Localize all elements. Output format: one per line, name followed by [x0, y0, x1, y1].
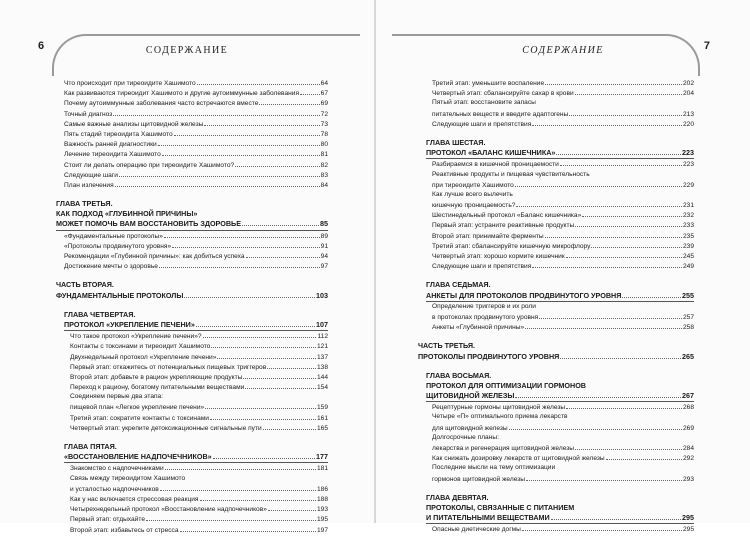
toc-entry-title: Рецептурные гормоны щитовидной железы: [432, 404, 566, 412]
toc-page-number: 67: [320, 90, 328, 98]
toc-entry-title: Четвертый этап: хорошо кормите кишечник: [432, 253, 565, 260]
toc-entry: [432, 220, 694, 230]
toc-page-number: 295: [682, 526, 694, 534]
toc-entry-title: ФУНДАМЕНТАЛЬНЫЕ ПРОТОКОЛЫ: [56, 290, 184, 300]
toc-entry-title: Четвертый этап: сбалансируйте сахар в крови: [432, 90, 574, 98]
page-number: 7: [703, 40, 710, 52]
toc-heading: ЧАСТЬ ТРЕТЬЯ.: [418, 341, 476, 351]
dot-leader: [174, 129, 320, 136]
toc-heading: ГЛАВА ЧЕТВЕРТАЯ.: [64, 309, 136, 319]
toc-entry-title: Пять стадий тиреоидита Хашимото: [64, 130, 173, 138]
toc-entry: [70, 413, 328, 423]
toc-entry: [64, 241, 328, 251]
toc-page-number: 223: [682, 161, 694, 169]
toc-page-number: 73: [320, 120, 328, 128]
dot-leader: [146, 514, 316, 521]
table-of-contents: [0, 78, 374, 535]
toc-entry: [432, 180, 694, 190]
toc-spacer: [376, 271, 750, 280]
toc-entry-title: Как у нас включается стрессовая реакция: [70, 495, 199, 503]
toc-entry: [432, 88, 694, 98]
toc-page-number: 245: [682, 253, 694, 260]
toc-page-number: 284: [682, 445, 694, 452]
toc-page-number: 85: [320, 219, 328, 229]
dot-leader: [196, 320, 315, 327]
toc-entry: [432, 463, 694, 473]
toc-heading: КАК ПОДХОД «ГЛУБИННОЙ ПРИЧИНЫ»: [56, 209, 198, 219]
toc-page-number: 161: [316, 414, 328, 422]
toc-entry: [70, 494, 328, 504]
toc-heading: ГЛАВА ПЯТАЯ.: [64, 442, 117, 451]
toc-entry-title: Следующие шаги и препятствия: [432, 263, 532, 271]
dot-leader: [515, 180, 682, 187]
dot-leader: [160, 484, 316, 491]
dot-leader: [532, 261, 682, 268]
toc-page-number: 144: [316, 373, 328, 381]
toc-entry: [432, 190, 694, 200]
dot-leader: [158, 139, 320, 146]
toc-chapter-entry: [64, 320, 328, 331]
dot-leader: [263, 423, 316, 430]
toc-entry: [432, 210, 694, 220]
dot-leader: [569, 109, 682, 116]
toc-entry: [432, 231, 694, 241]
toc-page-number: 78: [320, 130, 328, 138]
toc-entry-title: План излечения: [64, 181, 114, 189]
dot-leader: [164, 231, 320, 238]
toc-entry-title: Знакомство с надпочечниками: [70, 465, 164, 473]
toc-page-number: 137: [316, 353, 328, 361]
toc-entry-title: МОЖЕТ ПОМОЧЬ ВАМ ВОССТАНОВИТЬ ЗДОРОВЬЕ: [56, 219, 241, 229]
toc-entry-title: Что происходит при тиреоидите Хашимото: [64, 80, 196, 87]
toc-page-number: 239: [682, 242, 694, 250]
toc-entry: [64, 88, 328, 98]
toc-spacer: [376, 484, 750, 493]
dot-leader: [606, 453, 682, 460]
dot-leader: [119, 170, 320, 177]
toc-chapter-entry: [426, 391, 694, 402]
toc-entry: [432, 170, 694, 180]
toc-chapter-entry: [56, 219, 328, 230]
toc-entry: [64, 129, 328, 139]
toc-entry: [70, 423, 328, 433]
toc-spacer: [0, 271, 374, 280]
toc-entry: [70, 392, 328, 402]
toc-entry-title: Как лучше всего вылечить: [432, 190, 513, 198]
toc-page-number: 91: [320, 242, 328, 250]
toc-chapter-entry: [64, 452, 328, 463]
toc-entry: [432, 251, 694, 261]
toc-page-number: 83: [320, 171, 328, 179]
toc-entry: [64, 261, 328, 271]
dot-leader: [560, 352, 681, 359]
toc-entry: [432, 98, 694, 108]
toc-chapter-entry: [56, 291, 328, 301]
dot-leader: [539, 312, 682, 319]
dot-leader: [259, 98, 319, 105]
toc-entry-title: ПРОТОКОЛЫ ПРОДВИНУТОГО УРОВНЯ: [418, 351, 560, 361]
dot-leader: [210, 413, 316, 420]
toc-entry-title: гормонов щитовидной железы: [432, 475, 526, 483]
toc-heading: ГЛАВА ВОСЬМАЯ.: [426, 370, 492, 380]
toc-page-number: 159: [316, 404, 328, 412]
toc-page-number: 103: [316, 290, 328, 300]
running-header: СОДЕРЖАНИЕ: [522, 45, 604, 56]
toc-page-number: 188: [316, 495, 328, 503]
dot-leader: [213, 452, 315, 459]
toc-entry: [432, 302, 694, 312]
toc-page-number: 268: [682, 404, 694, 412]
toc-spacer: [376, 332, 750, 341]
toc-entry-title: пищевой план «Легкое укрепление печени»: [70, 404, 205, 412]
toc-heading: ПРОТОКОЛ ДЛЯ ОПТИМИЗАЦИИ ГОРМОНОВ: [426, 380, 586, 390]
toc-entry-title: АНКЕТЫ ДЛЯ ПРОТОКОЛОВ ПРОДВИНУТОГО УРОВНЯ: [426, 290, 622, 300]
toc-entry-title: Стоит ли делать операцию при тиреоидите Хашимото?: [64, 161, 235, 169]
toc-entry-title: Двухнедельный протокол «Укрепление печени»: [70, 353, 217, 361]
toc-entry-title: Последние мысли на тему оптимизации: [432, 464, 556, 472]
toc-page-number: 223: [682, 148, 694, 158]
dot-leader: [267, 362, 316, 369]
toc-entry: [432, 443, 694, 453]
toc-entry-title: Как развиваются тиреоидит Хашимото и другие аутоиммунные заболевания: [64, 90, 300, 98]
toc-entry: [70, 504, 328, 514]
toc-spacer: [376, 362, 750, 371]
toc-page-number: 269: [682, 424, 694, 432]
toc-entry-title: Рекомендации «Глубинной причины»: как добиться успеха: [64, 253, 245, 260]
toc-entry-title: Лечение тиреоидита Хашимото: [64, 151, 161, 159]
toc-page-number: 220: [682, 120, 694, 128]
page-number: 6: [38, 40, 45, 52]
dot-leader: [525, 322, 682, 329]
left-page: [0, 0, 374, 534]
toc-entry-title: Второй этап: принимайте ферменты: [432, 232, 544, 240]
toc-entry-title: «Протоколы продвинутого уровня»: [64, 242, 172, 250]
dot-leader: [245, 382, 316, 389]
dot-leader: [197, 78, 320, 85]
toc-page-number: 112: [317, 333, 328, 341]
toc-chapter-entry: [426, 513, 694, 524]
toc-entry: [432, 423, 694, 433]
toc-heading: ЧАСТЬ ВТОРАЯ.: [56, 280, 114, 290]
toc-entry: [70, 514, 328, 524]
toc-entry-title: Опасные диетические догмы: [432, 526, 521, 534]
dot-leader: [551, 513, 681, 520]
toc-entry-title: И ПИТАТЕЛЬНЫМИ ВЕЩЕСТВАМИ: [426, 513, 550, 523]
toc-spacer: [0, 433, 374, 442]
toc-entry: [70, 463, 328, 473]
toc-entry-title: Контакты с токсинами и тиреоидит Хашимото: [70, 343, 211, 351]
dot-leader: [622, 291, 681, 298]
toc-entry: [64, 180, 328, 190]
dot-leader: [545, 78, 682, 85]
toc-entry: [64, 78, 328, 88]
toc-entry: [432, 78, 694, 88]
toc-entry: [432, 412, 694, 422]
toc-entry: [432, 402, 694, 412]
dot-leader: [515, 391, 681, 398]
toc-entry: [432, 312, 694, 322]
toc-entry: [432, 261, 694, 271]
toc-page-number: 72: [320, 110, 328, 118]
dot-leader: [560, 159, 682, 166]
toc-entry-title: Второй этап: избавьтесь от стресса: [70, 526, 179, 534]
toc-page-number: 81: [320, 151, 328, 159]
dot-leader: [203, 331, 317, 338]
dot-leader: [522, 524, 682, 531]
toc-entry: [70, 474, 328, 484]
toc-entry-title: Разбираемся в кишечной проницаемости: [432, 161, 559, 169]
toc-entry: [70, 525, 328, 535]
toc-entry: [70, 372, 328, 382]
toc-heading: ГЛАВА СЕДЬМАЯ.: [426, 280, 491, 290]
toc-page-number: 69: [320, 100, 328, 108]
toc-page-number: 197: [316, 526, 328, 534]
dot-leader: [268, 504, 316, 511]
dot-leader: [582, 210, 682, 217]
toc-entry-title: Пятый этап: восстановите запасы: [432, 99, 536, 107]
toc-entry: [432, 159, 694, 169]
dot-leader: [211, 341, 316, 348]
dot-leader: [204, 119, 319, 126]
dot-leader: [113, 109, 319, 116]
dot-leader: [165, 463, 316, 470]
dot-leader: [159, 261, 320, 268]
toc-entry-title: Третий этап: сбалансируйте кишечную микрофлору: [432, 242, 591, 250]
toc-entry-title: Следующие шаги: [64, 171, 118, 179]
toc-entry-title: Шестинедельный протокол «Баланс кишечника»: [432, 212, 582, 220]
running-header: СОДЕРЖАНИЕ: [145, 45, 229, 56]
dot-leader: [235, 160, 319, 167]
toc-entry: [70, 402, 328, 412]
toc-page-number: 204: [682, 90, 694, 98]
toc-entry: [432, 200, 694, 210]
dot-leader: [526, 474, 682, 481]
toc-page-number: 121: [316, 343, 328, 351]
toc-page-number: 258: [682, 324, 694, 332]
table-of-contents: [376, 78, 750, 535]
dot-leader: [180, 525, 316, 532]
toc-entry-title: лекарства и регенерация щитовидной железы: [432, 445, 574, 452]
toc-entry: [432, 119, 694, 129]
toc-entry-title: Определение триггеров и их роли: [432, 302, 536, 310]
toc-entry: [70, 382, 328, 392]
toc-entry: [432, 241, 694, 251]
toc-entry: [70, 331, 328, 341]
toc-entry: [432, 433, 694, 443]
toc-entry-title: Первый этап: откажитесь от потенциальных пищевых триггеров: [70, 363, 267, 371]
toc-page-number: 80: [320, 141, 328, 149]
toc-page-number: 193: [316, 506, 328, 514]
toc-page-number: 138: [316, 363, 328, 371]
toc-entry-title: Анкеты «Глубинной причины»: [432, 324, 525, 332]
toc-page-number: 97: [320, 263, 328, 271]
toc-entry: [432, 474, 694, 484]
dot-leader: [200, 494, 316, 501]
dot-leader: [217, 352, 316, 359]
right-page: [376, 0, 750, 534]
toc-entry: [64, 251, 328, 261]
toc-entry: [64, 119, 328, 129]
dot-leader: [162, 149, 320, 156]
dot-leader: [575, 443, 682, 450]
toc-entry-title: Первый этап: устраните реактивные продукты: [432, 222, 575, 230]
toc-entry: [432, 453, 694, 463]
toc-page-number: 165: [316, 424, 328, 432]
toc-entry: [64, 109, 328, 119]
toc-page-number: 94: [320, 253, 328, 260]
dot-leader: [591, 241, 682, 248]
toc-entry-title: ПРОТОКОЛ «БАЛАНС КИШЕЧНИКА»: [426, 148, 556, 158]
toc-heading: ПРОТОКОЛЫ, СВЯЗАННЫЕ С ПИТАНИЕМ: [426, 502, 575, 512]
toc-heading: ГЛАВА ДЕВЯТАЯ.: [426, 492, 489, 502]
toc-entry: [64, 139, 328, 149]
toc-page-number: 231: [682, 202, 694, 210]
dot-leader: [172, 241, 320, 248]
toc-page-number: 84: [320, 181, 328, 189]
toc-spacer: [376, 129, 750, 138]
dot-leader: [516, 200, 682, 207]
toc-page-number: 292: [682, 455, 694, 463]
toc-entry: [70, 352, 328, 362]
toc-entry-title: Первый этап: отдыхайте: [70, 516, 145, 524]
dot-leader: [566, 402, 682, 409]
dot-leader: [545, 231, 682, 238]
toc-page-number: 293: [682, 475, 694, 483]
dot-leader: [115, 180, 320, 187]
toc-entry: [64, 170, 328, 180]
toc-page-number: 295: [682, 513, 694, 523]
toc-entry-title: Достижение мечты о здоровье: [64, 263, 158, 271]
dot-leader: [575, 88, 682, 95]
toc-entry-title: при тиреоидите Хашимото: [432, 181, 514, 189]
toc-entry: [64, 231, 328, 241]
toc-entry-title: ЩИТОВИДНОЙ ЖЕЛЕЗЫ: [426, 391, 515, 401]
toc-page-number: 154: [316, 384, 328, 392]
toc-page-number: 202: [682, 80, 694, 87]
toc-entry: [70, 484, 328, 494]
toc-entry: [64, 149, 328, 159]
toc-page-number: 186: [316, 485, 328, 493]
toc-entry-title: Третий этап: уменьшите воспаление: [432, 80, 545, 87]
toc-page-number: 265: [682, 351, 694, 361]
dot-leader: [575, 220, 682, 227]
toc-heading: ГЛАВА ШЕСТАЯ.: [426, 137, 486, 147]
dot-leader: [300, 88, 320, 95]
toc-page-number: 213: [682, 110, 694, 118]
toc-entry-title: Соединяем первые два этапа:: [70, 393, 164, 401]
toc-entry-title: «Фундаментальные протоколы»: [64, 232, 163, 240]
toc-page-number: 181: [316, 465, 328, 473]
toc-page-number: 257: [682, 313, 694, 321]
toc-entry-title: «ВОССТАНОВЛЕНИЕ НАДПОЧЕЧНИКОВ»: [64, 452, 212, 462]
toc-entry-title: в протоколах продвинутого уровня: [432, 313, 539, 321]
toc-entry-title: кишечную проницаемость?: [432, 202, 516, 210]
dot-leader: [246, 251, 320, 258]
toc-entry-title: Важность ранней диагностики: [64, 141, 157, 149]
toc-page-number: 255: [682, 290, 694, 300]
toc-page-number: 233: [682, 222, 694, 230]
toc-page-number: 64: [320, 80, 328, 87]
toc-entry: [432, 322, 694, 332]
toc-page-number: 267: [682, 391, 694, 401]
toc-spacer: [0, 190, 374, 199]
toc-page-number: 229: [682, 181, 694, 189]
toc-page-number: 232: [682, 212, 694, 220]
toc-entry-title: Реактивные продукты и пищевая чувствительность: [432, 170, 590, 178]
dot-leader: [532, 119, 682, 126]
toc-entry-title: Связь между тиреоидитом Хашимото: [70, 474, 186, 482]
dot-leader: [243, 372, 316, 379]
dot-leader: [205, 402, 316, 409]
toc-entry-title: и усталостью надпочечников: [70, 485, 159, 493]
toc-spacer: [0, 301, 374, 310]
toc-page-number: 195: [316, 516, 328, 524]
toc-chapter-entry: [426, 291, 694, 302]
toc-entry-title: Почему аутоиммунные заболевания часто встречаются вместе: [64, 100, 259, 108]
toc-entry-title: питательных веществ и введите адаптогены: [432, 110, 569, 118]
toc-page-number: 177: [316, 452, 328, 462]
toc-chapter-entry: [418, 352, 694, 362]
toc-page-number: 249: [682, 263, 694, 271]
dot-leader: [509, 423, 682, 430]
toc-entry-title: ПРОТОКОЛ «УКРЕПЛЕНИЕ ПЕЧЕНИ»: [64, 319, 195, 329]
toc-entry-title: для щитовидной железы: [432, 424, 508, 432]
toc-page-number: 89: [320, 232, 328, 240]
toc-entry-title: Переход к рациону, богатому питательными веществами: [70, 384, 245, 392]
toc-entry-title: Четыре «П» оптимального приема лекарств: [432, 413, 568, 421]
toc-entry-title: Четвертый этап: укрепите детоксикационные сигнальные пути: [70, 424, 262, 432]
dot-leader: [184, 291, 315, 298]
toc-entry: [64, 160, 328, 170]
toc-page-number: 107: [316, 319, 328, 329]
dot-leader: [556, 148, 681, 155]
toc-entry-title: Самые важные анализы щитовидной железы: [64, 120, 204, 128]
toc-entry-title: Третий этап: сократите контакты с токсинами: [70, 414, 209, 422]
toc-entry-title: Следующие шаги и препятствия: [432, 120, 532, 128]
toc-chapter-entry: [426, 148, 694, 159]
toc-page-number: 82: [320, 161, 328, 169]
toc-entry: [70, 362, 328, 372]
dot-leader: [242, 219, 319, 226]
toc-entry: [64, 98, 328, 108]
toc-entry-title: Точный диагноз: [64, 110, 113, 118]
toc-page-number: 235: [682, 232, 694, 240]
toc-entry-title: Что такое протокол «Укрепление печени»?: [70, 333, 202, 341]
toc-entry: [432, 109, 694, 119]
toc-entry: [70, 341, 328, 351]
toc-entry-title: Четырехнедельный протокол «Восстановление надпочечников»: [70, 506, 267, 514]
toc-heading: ГЛАВА ТРЕТЬЯ.: [56, 199, 113, 209]
toc-entry-title: Долгосрочные планы:: [432, 433, 499, 441]
dot-leader: [566, 251, 682, 258]
toc-entry-title: Как снижать дозировку лекарств от щитовидной железы: [432, 455, 605, 463]
toc-entry: [432, 524, 694, 534]
toc-entry-title: Второй этап: добавьте в рацион укрепляющие продукты: [70, 373, 243, 381]
